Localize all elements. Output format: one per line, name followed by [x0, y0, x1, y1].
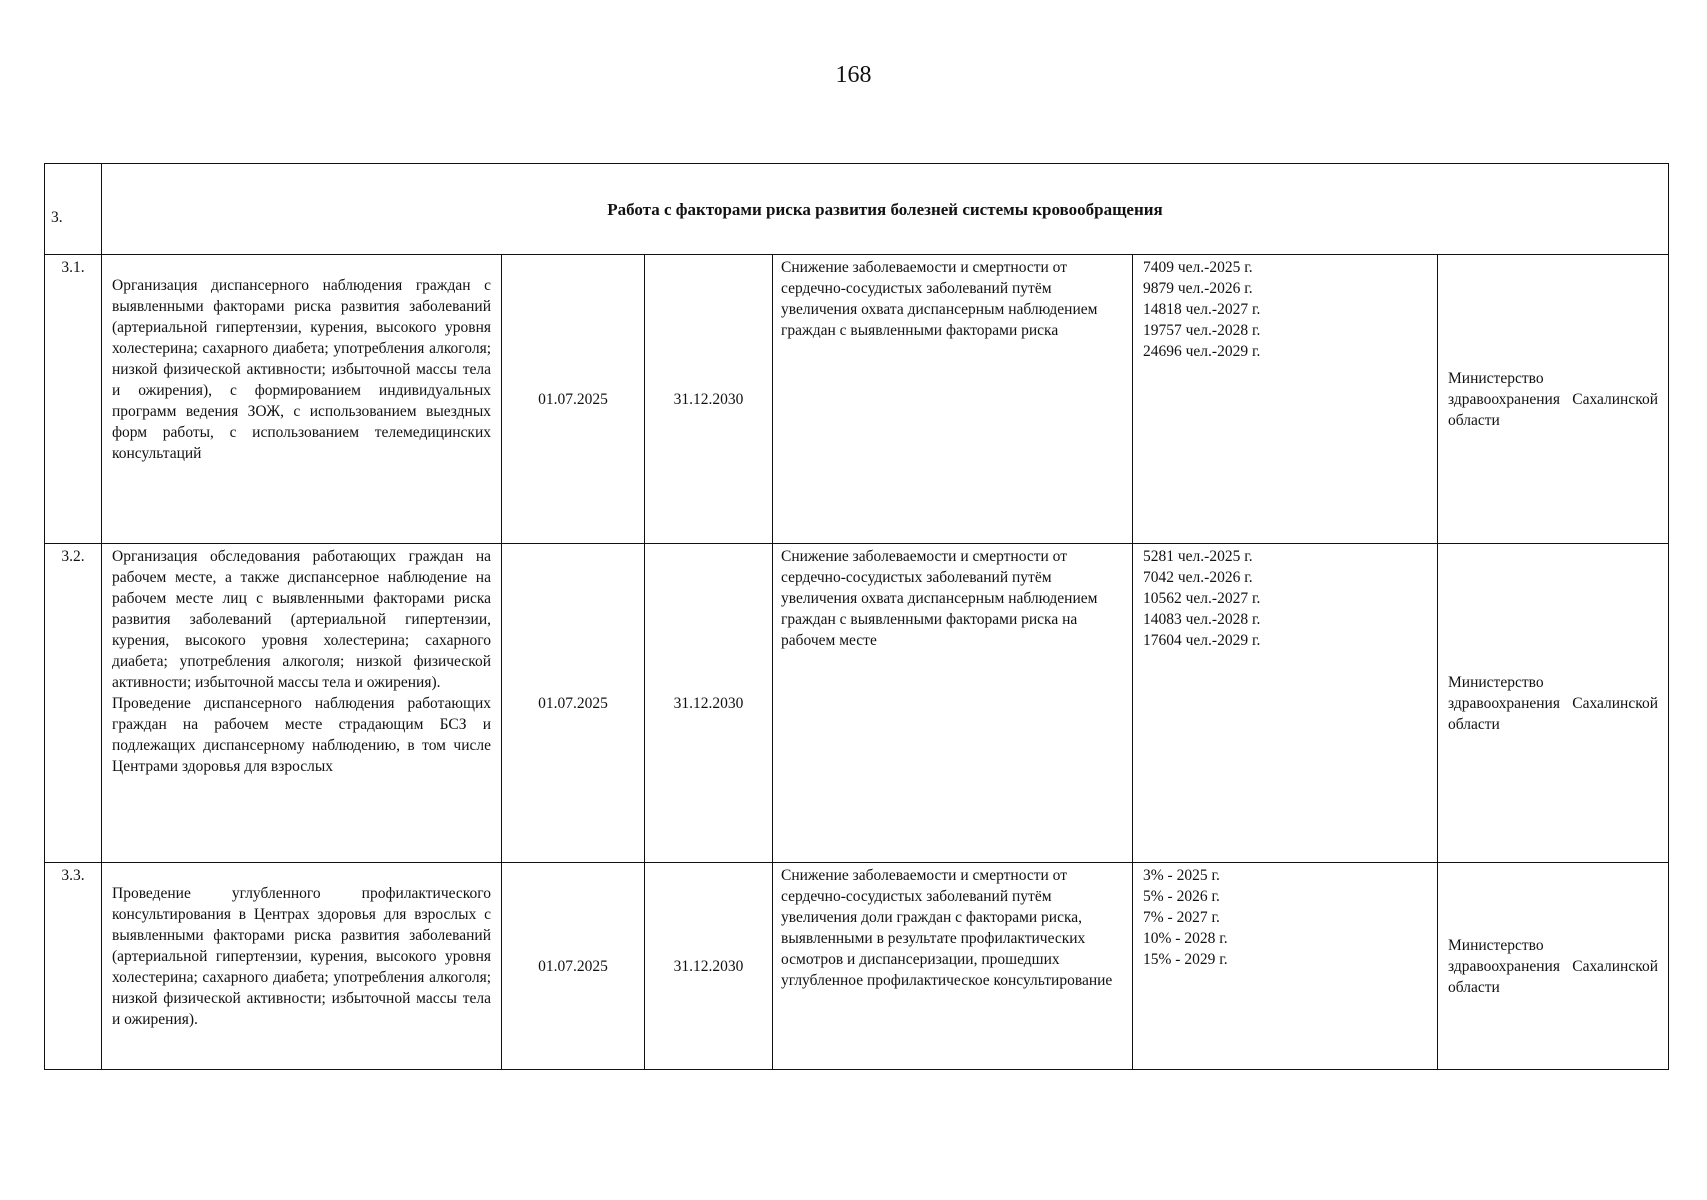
row-number: 3.1. — [45, 255, 102, 544]
expected-result: Снижение заболеваемости и смертности от сердечно-сосудистых заболеваний путём увеличения охвата диспансерным наблюдением граждан с выявленными факторами риска — [773, 255, 1133, 544]
indicator-value: 7409 чел.-2025 г. — [1143, 259, 1253, 276]
indicator-value: 10% - 2028 г. — [1143, 930, 1228, 947]
indicator-value: 7% - 2027 г. — [1143, 909, 1220, 926]
end-date: 31.12.2030 — [645, 544, 773, 863]
expected-result: Снижение заболеваемости и смертности от сердечно-сосудистых заболеваний путём увеличения доли граждан с факторами риска, выявленными в результате профилактических осмотров и диспансеризации, прошедших углубленное профилактическое консультирование — [773, 863, 1133, 1070]
indicator-value: 5281 чел.-2025 г. — [1143, 548, 1253, 565]
expected-result: Снижение заболеваемости и смертности от сердечно-сосудистых заболеваний путём увеличения охвата диспансерным наблюдением граждан с выявленными факторами риска на рабочем месте — [773, 544, 1133, 863]
indicators-cell — [1133, 544, 1438, 863]
table-row — [45, 544, 1669, 863]
indicator-value: 3% - 2025 г. — [1143, 867, 1220, 884]
measures-table — [44, 163, 1669, 1070]
indicator-value: 10562 чел.-2027 г. — [1143, 590, 1261, 607]
indicator-value: 9879 чел.-2026 г. — [1143, 280, 1253, 297]
responsible-party: Министерство здравоохранения Сахалинской области — [1438, 544, 1669, 863]
measure-description: Проведение углубленного профилактического консультирования в Центрах здоровья для взрослых с выявленными факторами риска развития заболеваний (артериальной гипертензии, курения, высокого уровня холестерина; сахарного диабета; употребления алкоголя; низкой физической активности; избыточной массы тела и ожирения). — [102, 863, 502, 1070]
measure-description-part-1: Организация обследования работающих граждан на рабочем месте, а также диспансерное наблюдение на рабочем месте лиц с выявленными факторами риска развития заболеваний (артериальной гипертензии, курения, высокого уровня холестерина; сахарного диабета; употребления алкоголя; низкой физической активности; избыточной массы тела и ожирения). — [112, 548, 491, 691]
indicator-value: 17604 чел.-2029 г. — [1143, 632, 1261, 649]
indicators-cell — [1133, 863, 1438, 1070]
responsible-party: Министерство здравоохранения Сахалинской области — [1438, 863, 1669, 1070]
row-number: 3.3. — [45, 863, 102, 1070]
indicators-cell — [1133, 255, 1438, 544]
indicator-value: 7042 чел.-2026 г. — [1143, 569, 1253, 586]
end-date: 31.12.2030 — [645, 255, 773, 544]
indicator-value: 15% - 2029 г. — [1143, 951, 1228, 968]
row-number: 3.2. — [45, 544, 102, 863]
section-number: 3. — [45, 164, 102, 255]
start-date: 01.07.2025 — [502, 255, 645, 544]
indicator-value: 24696 чел.-2029 г. — [1143, 343, 1261, 360]
indicator-value: 14083 чел.-2028 г. — [1143, 611, 1261, 628]
measure-description: Организация диспансерного наблюдения граждан с выявленными факторами риска развития заболеваний (артериальной гипертензии, курения, высокого уровня холестерина; сахарного диабета; употребления алкоголя; низкой физической активности; избыточной массы тела и ожирения), с формированием индивидуальных программ ведения ЗОЖ, с использованием выездных форм работы, с использованием телемедицинских консультаций — [102, 255, 502, 544]
start-date: 01.07.2025 — [502, 544, 645, 863]
indicator-value: 19757 чел.-2028 г. — [1143, 322, 1261, 339]
responsible-party: Министерство здравоохранения Сахалинской области — [1438, 255, 1669, 544]
section-title: Работа с факторами риска развития болезней системы кровообращения — [102, 164, 1669, 255]
indicator-value: 5% - 2026 г. — [1143, 888, 1220, 905]
measure-description — [102, 544, 502, 863]
section-header-row — [45, 164, 1669, 255]
table-row — [45, 863, 1669, 1070]
end-date: 31.12.2030 — [645, 863, 773, 1070]
indicator-value: 14818 чел.-2027 г. — [1143, 301, 1261, 318]
start-date: 01.07.2025 — [502, 863, 645, 1070]
page-number: 168 — [835, 62, 872, 88]
table-row — [45, 255, 1669, 544]
measure-description-part-2: Проведение диспансерного наблюдения работающих граждан на рабочем месте страдающим БСЗ и подлежащих диспансерному наблюдению, в том числе Центрами здоровья для взрослых — [112, 695, 491, 775]
